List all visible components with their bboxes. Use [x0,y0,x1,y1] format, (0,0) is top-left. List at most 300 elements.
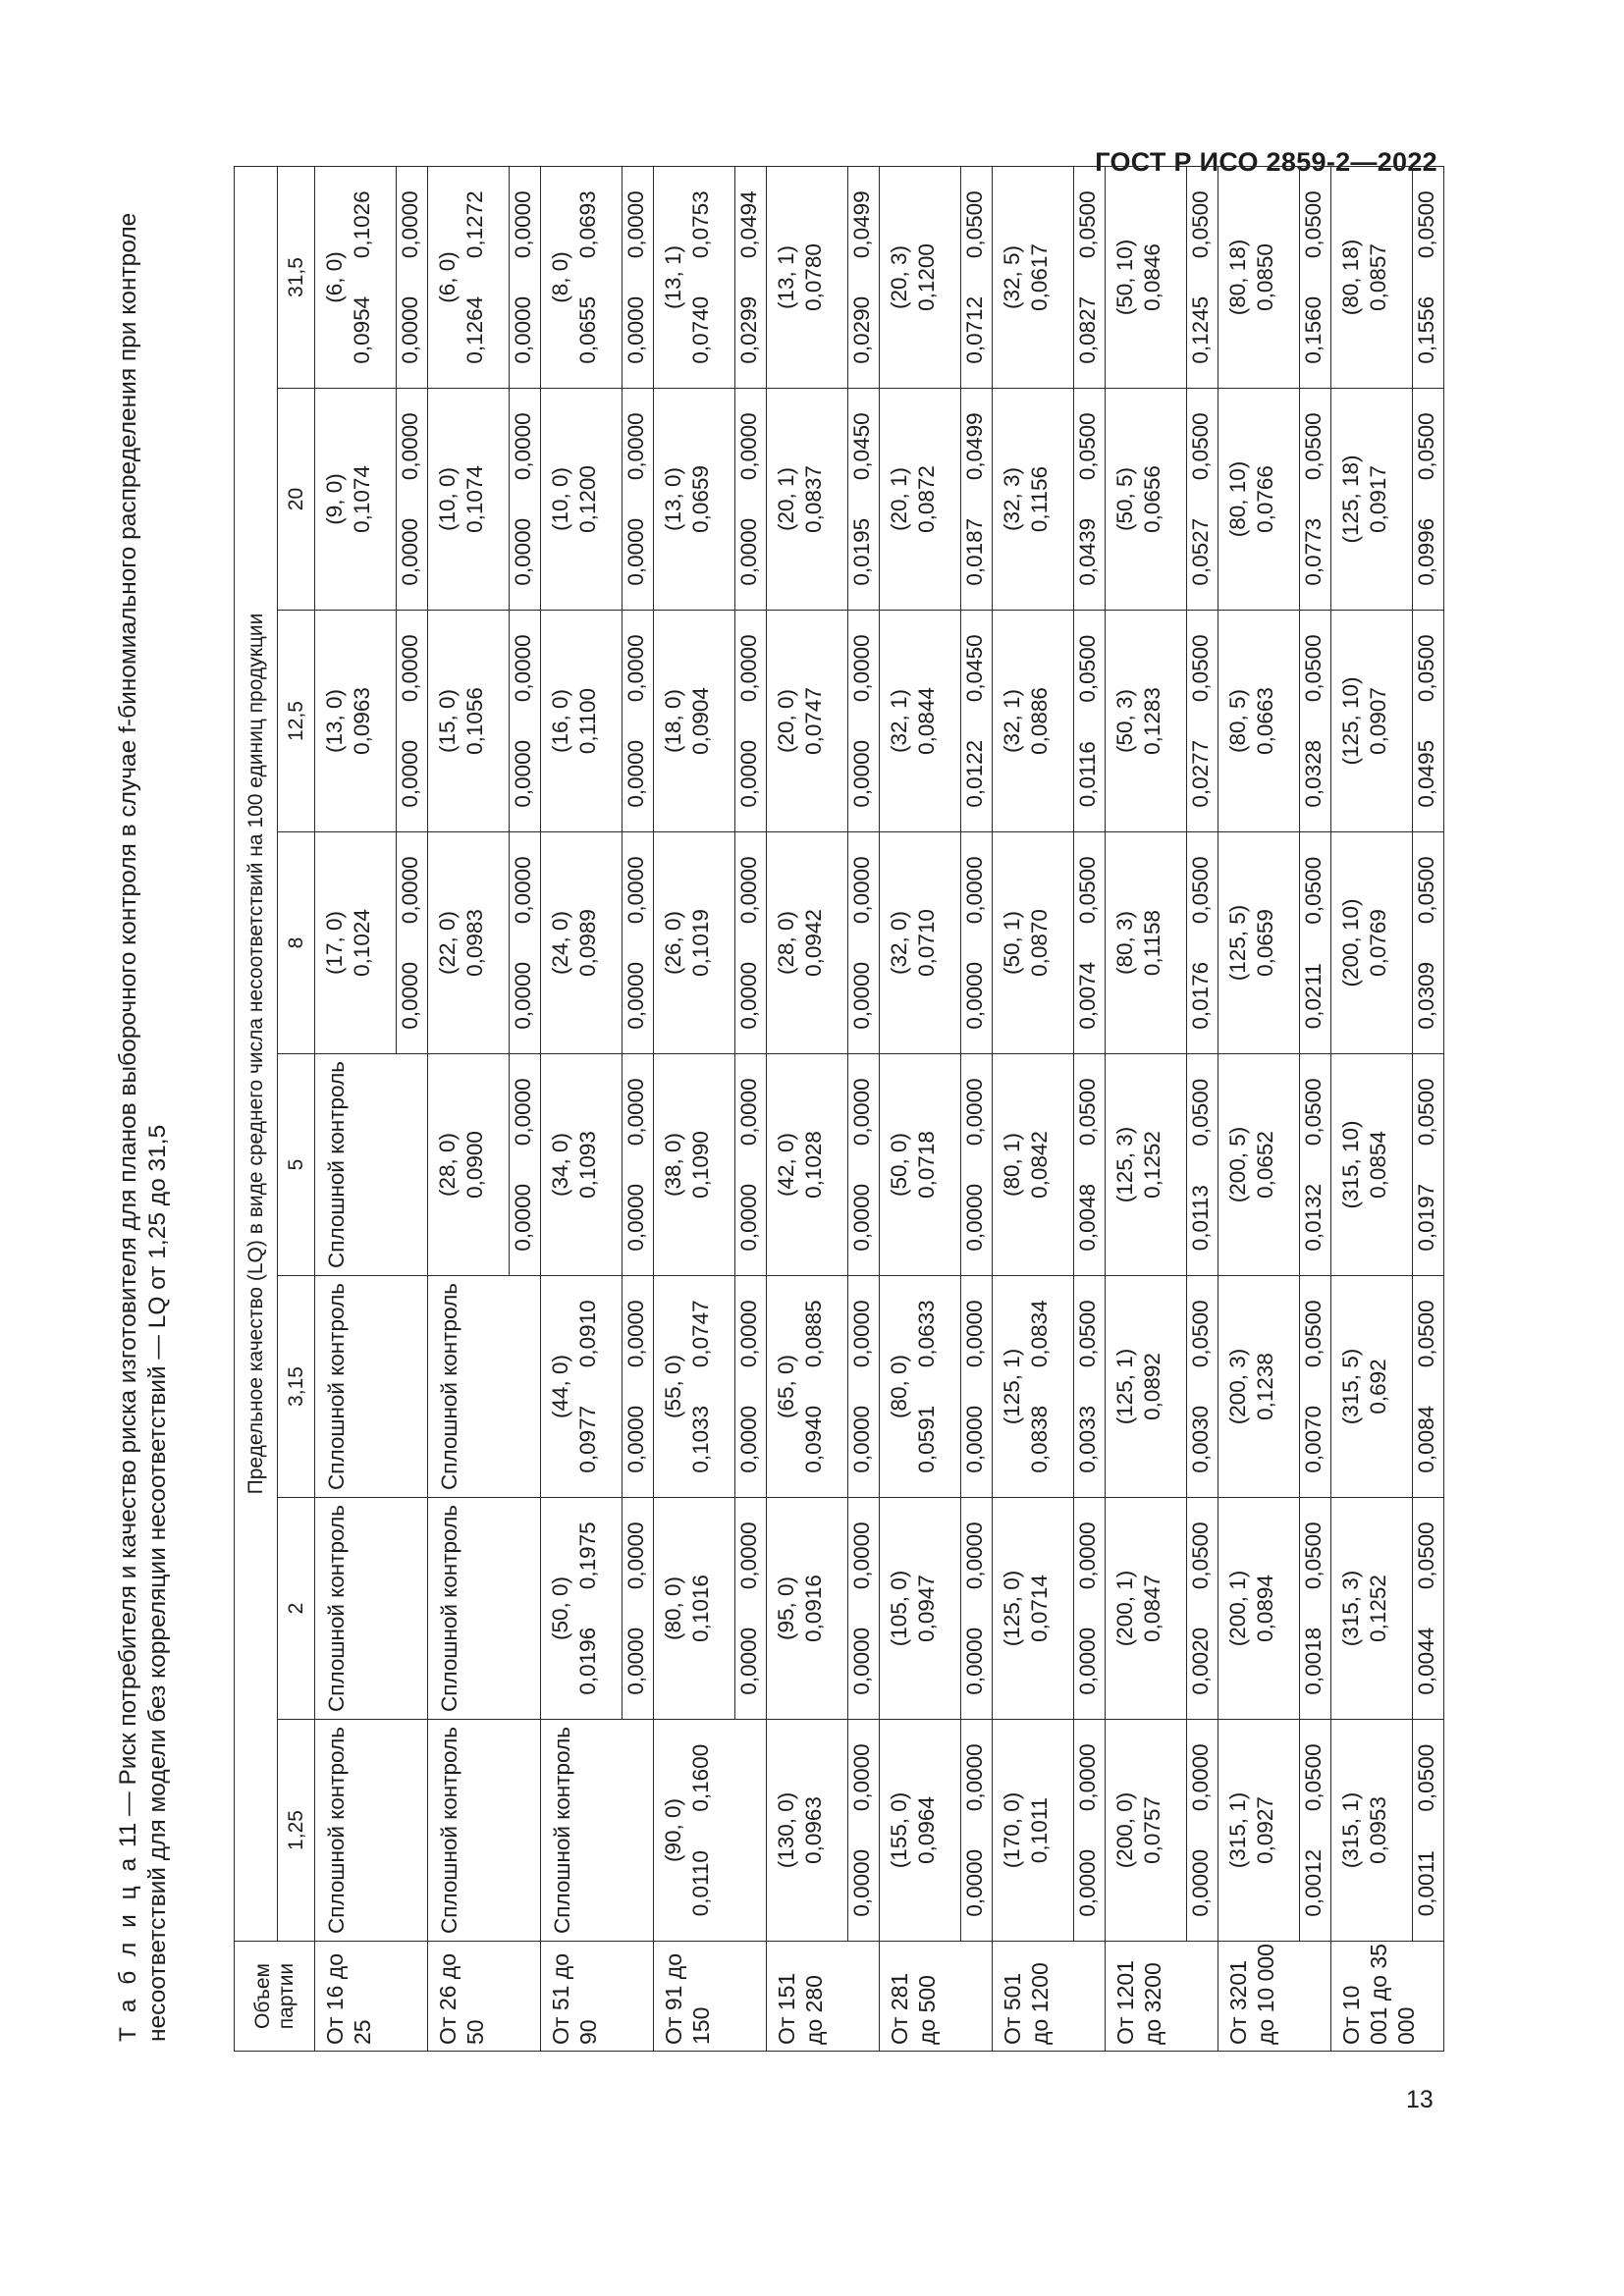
risk-value: 0,0000 [511,856,535,925]
cell-content [654,1720,766,1941]
risk-value: 0,1016 [688,1575,713,1642]
producer-risk-values [734,167,767,388]
table-cell [1106,1720,1218,1942]
risk-value: 0,0940 [801,1405,826,1473]
consumer-risk-values [574,1498,602,1719]
risk-value: 0,0834 [1027,1300,1052,1368]
cell-content [993,1498,1105,1719]
risk-value: 0,0740 [688,295,713,364]
risk-value: 0,0000 [849,1300,874,1368]
risk-value: 0,0964 [914,1796,939,1864]
sampling-plan: (315, 1) [1338,1791,1363,1869]
cell-content [993,1276,1105,1497]
sampling-plan: (32, 3) [1000,466,1024,532]
sampling-plan: (24, 0) [548,910,572,976]
risk-value: 0,0996 [1414,517,1438,586]
table-cell [428,1276,541,1498]
risk-value: 0,0000 [962,1183,987,1252]
producer-risk-values [1073,1054,1106,1275]
risk-value: 0,0872 [914,465,939,533]
risk-value: 0,0000 [849,739,874,808]
table-cell [541,1054,654,1276]
risk-value: 0,0000 [736,1627,761,1695]
sampling-plan: (50, 10) [1112,239,1137,316]
table-cell [880,389,993,611]
risk-value: 0,0000 [962,1078,987,1147]
table-cell [1218,611,1331,832]
risk-value: 0,0000 [511,295,535,364]
sampling-plan: (80, 18) [1225,239,1250,316]
table-cell [1331,389,1444,611]
risk-value: 0,1264 [462,295,487,364]
risk-value: 0,0033 [1075,1405,1100,1473]
consumer-risk-values [1139,832,1166,1053]
cell-content [315,832,427,1053]
risk-value: 0,0000 [849,1522,874,1590]
consumer-risk-values [1026,389,1054,610]
table-cell [880,1054,993,1276]
consumer-risk-values [913,1276,941,1497]
risk-value: 0,0000 [849,961,874,1030]
risk-value: 0,0299 [736,295,761,364]
risk-value: 0,0000 [962,1743,987,1812]
risk-value: 0,0842 [1027,1131,1052,1199]
risk-value: 0,0769 [1366,909,1390,977]
producer-risk-values [1299,611,1331,831]
table-cell [880,832,993,1054]
risk-value: 0,0084 [1414,1405,1438,1473]
consumer-risk-values [1026,167,1054,388]
risk-value: 0,0000 [398,739,422,808]
producer-risk-values [622,1498,654,1719]
table-cell [541,389,654,611]
table-cell [541,166,654,388]
producer-risk-values [1412,167,1444,388]
risk-value: 0,0499 [962,412,987,481]
consumer-risk-values [800,389,828,610]
producer-risk-values [960,1054,993,1275]
risk-value: 0,1056 [462,687,487,755]
producer-risk-values [622,832,654,1053]
sampling-plan: (80, 0) [887,1354,911,1419]
lot-size-cell: От 1201 до 3200 [1106,1942,1218,2052]
cell-content [993,167,1105,388]
producer-risk-values [622,167,654,388]
consumer-risk-values [349,611,376,831]
cell-content [315,1276,427,1497]
table-cell [767,166,880,388]
consumer-risk-values [461,1054,489,1275]
risk-value: 0,1600 [688,1743,713,1812]
risk-value: 0,0500 [1075,412,1100,481]
consumer-risk-values [1252,389,1279,610]
consumer-risk-values [1139,1054,1166,1275]
cell-content [428,1498,540,1719]
table-cell [654,1720,767,1942]
table-cell [1106,1498,1218,1720]
cell-content [880,1498,992,1719]
cell-content [1331,1276,1443,1497]
full-control-text: Сплошной контроль [550,1727,574,1934]
risk-value: 0,0000 [736,1300,761,1368]
risk-value: 0,0000 [623,412,648,481]
risk-value: 0,0290 [849,295,874,364]
sampling-plan: (50, 5) [1112,466,1137,532]
table-cell [767,832,880,1054]
cell-content [880,389,992,610]
page-number: 13 [1406,2086,1434,2113]
risk-value: 0,1026 [350,190,374,259]
table-row [1331,166,1444,2051]
consumer-risk-values [1365,1276,1392,1497]
producer-risk-values [847,167,880,388]
table-cell [1331,1276,1444,1498]
cell-content [428,832,540,1053]
cell-content [993,611,1105,831]
cell-content [1106,832,1218,1053]
cell-content [541,389,653,610]
risk-value: 0,0500 [1301,412,1326,481]
producer-risk-values [509,832,541,1053]
risk-value: 0,0886 [1027,687,1052,755]
cell-content [767,611,879,831]
risk-value: 0,1090 [688,1131,713,1199]
consumer-risk-values [800,1276,828,1497]
risk-value: 0,0942 [801,909,826,977]
risk-value: 0,0500 [1301,856,1326,925]
table-cell [1106,389,1218,611]
consumer-risk-values [1026,1498,1054,1719]
producer-risk-values [1412,1720,1444,1941]
cell-content [1106,1498,1218,1719]
risk-value: 0,0000 [1075,1522,1100,1590]
lq-value-header: 12,5 [278,611,315,832]
risk-value: 0,0277 [1188,739,1213,808]
cell-content [428,1276,540,1497]
table-cell [654,389,767,611]
table-cell [541,1276,654,1498]
cell-content [1106,1720,1218,1941]
cell-content [541,611,653,831]
risk-value: 0,0854 [1366,1131,1390,1199]
consumer-risk-values [349,389,376,610]
cell-content [654,611,766,831]
consumer-risk-values [1026,1054,1054,1275]
risk-value: 0,0439 [1075,517,1100,586]
sampling-plan: (315, 10) [1338,1120,1363,1209]
cell-content [654,1054,766,1275]
producer-risk-values [1412,1276,1444,1497]
table-caption-text: 11 — Риск потребителя и качество риска изготовителя для планов выборочного контроля в случае f-биномиального распределения при контроле [115,212,141,1848]
consumer-risk-values [1139,1498,1166,1719]
sampling-plan: (95, 0) [774,1575,798,1641]
risk-value: 0,0070 [1301,1405,1326,1473]
risk-value: 0,0000 [736,1183,761,1252]
sampling-plan: (200, 10) [1338,898,1363,988]
risk-value: 0,0000 [398,856,422,925]
risk-value: 0,0500 [1414,412,1438,481]
consumer-risk-values [687,1054,715,1275]
producer-risk-values [734,1276,767,1497]
sampling-plan: (16, 0) [548,688,572,754]
sampling-plan: (50, 0) [887,1132,911,1198]
risk-value: 0,0000 [736,739,761,808]
risk-value: 0,1975 [575,1522,600,1590]
cell-content [1218,389,1330,610]
producer-risk-values [847,1276,880,1497]
table-cell [767,1498,880,1720]
table-cell [654,1054,767,1276]
risk-value: 0,0500 [1414,1078,1438,1147]
sampling-plan: (200, 0) [1112,1791,1137,1869]
risk-value: 0,0953 [1366,1796,1390,1864]
lot-size-cell: От 16 до 25 [315,1942,428,2052]
table-cell [428,1720,541,1942]
sampling-plan: (6, 0) [322,251,347,303]
risk-value: 0,0000 [511,961,535,1030]
producer-risk-values [734,389,767,610]
cell-content [1331,611,1443,831]
risk-value: 0,1011 [1027,1796,1052,1864]
risk-value: 0,0000 [623,1300,648,1368]
sampling-plan: (125, 10) [1338,676,1363,766]
producer-risk-values [509,167,541,388]
producer-risk-values [734,832,767,1053]
cell-content [767,1498,879,1719]
sampling-plan: (170, 0) [1000,1791,1024,1869]
producer-risk-values [509,389,541,610]
risk-value: 0,0500 [1301,1078,1326,1147]
risk-value: 0,0000 [849,1183,874,1252]
risk-value: 0,0652 [1253,1131,1277,1199]
producer-risk-values [1299,1276,1331,1497]
cell-content [315,167,427,388]
consumer-risk-values [574,1276,602,1497]
consumer-risk-values [1365,1054,1392,1275]
risk-value: 0,1200 [575,465,600,533]
producer-risk-values [1186,167,1218,388]
risk-value: 0,0000 [398,517,422,586]
full-control-text: Сплошной контроль [437,1727,461,1934]
risk-value: 0,1245 [1188,295,1213,364]
cell-content [767,1276,879,1497]
cell-content [315,389,427,610]
producer-risk-values [734,1498,767,1719]
risk-value: 0,0450 [962,634,987,703]
sampling-plan: (15, 0) [435,688,460,754]
risk-value: 0,0747 [688,1300,713,1368]
risk-value: 0,0910 [575,1300,600,1368]
risk-value: 0,1252 [1366,1575,1390,1642]
risk-value: 0,0712 [962,295,987,364]
consumer-risk-values [800,832,828,1053]
table-cell [1331,1054,1444,1276]
consumer-risk-values [913,1054,941,1275]
table-cell [1218,1276,1331,1498]
risk-value: 0,0663 [1253,687,1277,755]
cell-content [993,1720,1105,1941]
table-cell [993,389,1106,611]
sampling-plan: (125, 1) [1000,1348,1024,1425]
risk-value: 0,0494 [736,190,761,259]
risk-value: 0,0907 [1366,687,1390,755]
risk-value: 0,0197 [1414,1183,1438,1252]
risk-value: 0,0000 [511,739,535,808]
lot-size-cell: От 91 до 150 [654,1942,767,2052]
consumer-risk-values [913,611,941,831]
cell-content [541,167,653,388]
risk-value: 0,1074 [350,465,374,533]
cell-content [767,389,879,610]
table-caption-label: Т а б л и ц а [115,1853,141,2042]
sampling-plan: (17, 0) [322,910,347,976]
producer-risk-values [1186,1054,1218,1275]
cell-content [315,1498,427,1719]
table-cell [315,1720,428,1942]
risk-value: 0,0927 [1253,1796,1277,1864]
table-cell [1106,1276,1218,1498]
producer-risk-values [1412,389,1444,610]
cell-content [1218,1498,1330,1719]
consumer-risk-values [1139,611,1166,831]
lq-value-header: 20 [278,389,315,611]
sampling-plan: (34, 0) [548,1132,572,1198]
table-row [993,166,1106,2051]
consumer-risk-values [1139,1276,1166,1497]
cell-content [1218,1276,1330,1497]
risk-value: 0,0000 [1075,1848,1100,1917]
risk-value: 0,0847 [1140,1575,1164,1642]
sampling-plan: (13, 0) [661,466,685,532]
risk-value: 0,0000 [511,1183,535,1252]
risk-value: 0,0000 [511,517,535,586]
table-cell [767,611,880,832]
risk-value: 0,0838 [1027,1405,1052,1473]
full-control-text: Сплошной контроль [437,1505,461,1712]
sampling-plan: (125, 5) [1225,904,1250,982]
risk-value: 0,0211 [1301,963,1326,1030]
producer-risk-values [1299,1498,1331,1719]
cell-content [654,1498,766,1719]
risk-value: 0,0000 [849,634,874,703]
table-cell [993,1720,1106,1942]
cell-content [428,1720,540,1941]
risk-value: 0,1028 [801,1131,826,1199]
consumer-risk-values [574,832,602,1053]
consumer-risk-values [913,167,941,388]
cell-content [1331,1054,1443,1275]
cell-content [315,611,427,831]
table-cell [1218,1498,1331,1720]
cell-content [993,389,1105,610]
consumer-risk-values [913,389,941,610]
sampling-plan: (44, 0) [548,1354,572,1419]
sampling-plan: (105, 0) [887,1570,911,1647]
cell-content [767,832,879,1053]
consumer-risk-values [574,167,602,388]
consumer-risk-values [800,167,828,388]
sampling-plan: (28, 0) [774,910,798,976]
risk-value: 0,0500 [1188,412,1213,481]
table-cell [1331,1498,1444,1720]
risk-value: 0,0617 [1027,243,1052,311]
table-cell [315,1054,428,1276]
table-cell [428,1054,541,1276]
risk-value: 0,0000 [623,1522,648,1590]
producer-risk-values [396,611,428,831]
consumer-risk-values [1365,389,1392,610]
risk-value: 0,0500 [1414,1522,1438,1590]
cell-content [1331,1498,1443,1719]
consumer-risk-values [800,1054,828,1275]
producer-risk-values [396,389,428,610]
risk-value: 0,1283 [1140,687,1164,755]
risk-value: 0,0500 [1414,190,1438,259]
consumer-risk-values [687,832,715,1053]
sampling-plan: (22, 0) [435,910,460,976]
table-cell [315,166,428,388]
producer-risk-values [960,389,993,610]
table-caption-line2: несоответствий для модели без корреляции несоответствий — LQ от 1,25 до 31,5 [144,1124,171,2042]
producer-risk-values [1186,1720,1218,1941]
risk-value: 0,0048 [1075,1183,1100,1252]
risk-value: 0,1556 [1414,295,1438,364]
consumer-risk-values [574,1054,602,1275]
table-cell [654,1276,767,1498]
risk-value: 0,0309 [1414,961,1438,1030]
cell-content [541,1276,653,1497]
cell-content [654,389,766,610]
risk-value: 0,1272 [462,190,487,259]
sampling-plan: (20, 3) [887,244,911,310]
producer-risk-values [960,1276,993,1497]
sampling-plan: (200, 1) [1112,1570,1137,1647]
consumer-risk-values [1365,611,1392,831]
cell-content [993,832,1105,1053]
risk-value: 0,0000 [962,1627,987,1695]
producer-risk-values [509,1054,541,1275]
table-cell [993,611,1106,832]
risk-value: 0,0977 [575,1405,600,1473]
risk-value: 0,0827 [1075,295,1100,364]
risk-value: 0,0500 [1075,1300,1100,1368]
full-control-text: Сплошной контроль [437,1283,461,1490]
risk-value: 0,0500 [1075,1078,1100,1147]
consumer-risk-values [461,832,489,1053]
risk-value: 0,0116 [1075,741,1100,808]
sampling-plan: (8, 0) [548,251,572,303]
sampling-plan: (125, 3) [1112,1126,1137,1203]
risk-value: 0,0500 [1301,634,1326,703]
producer-risk-values [1073,1498,1106,1719]
risk-value: 0,0844 [914,687,939,755]
table-cell [541,611,654,832]
table-cell [428,389,541,611]
risk-value: 0,0894 [1253,1575,1277,1642]
risk-value: 0,0500 [962,190,987,259]
risk-value: 0,0000 [398,961,422,1030]
consumer-risk-values [1252,1276,1279,1497]
consumer-risk-values [1365,1720,1392,1941]
lot-size-cell: От 51 до 90 [541,1942,654,2052]
sampling-plan: (315, 1) [1225,1791,1250,1869]
table-cell [880,1720,993,1942]
consumer-risk-values [349,167,376,388]
risk-value: 0,0000 [623,190,648,259]
sampling-plan: (200, 3) [1225,1348,1250,1425]
risk-value: 0,0000 [511,190,535,259]
risk-value: 0,0074 [1075,961,1100,1030]
